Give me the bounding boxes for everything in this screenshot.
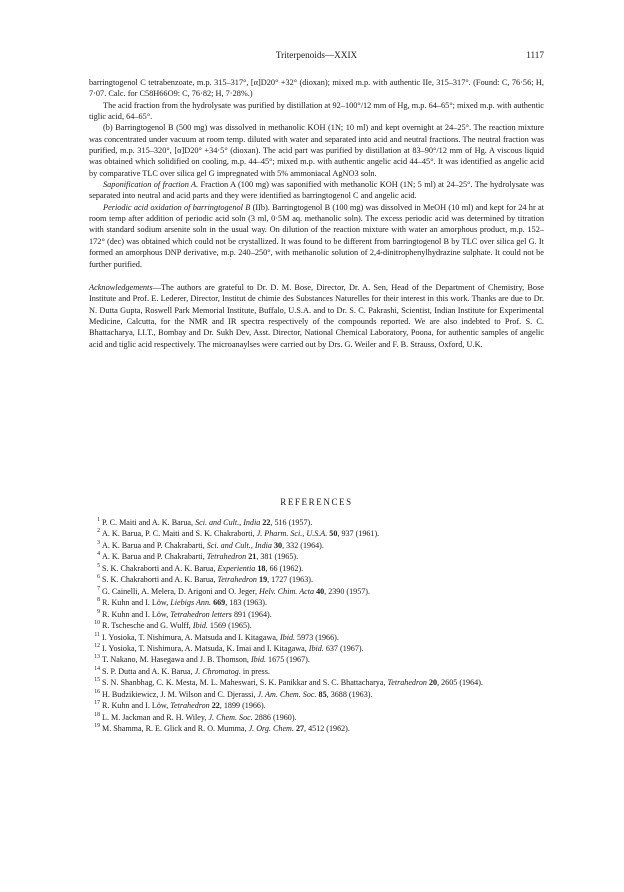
reference-item: [89, 643, 544, 654]
italic-text: Ibid.: [192, 621, 208, 631]
bold-text: 669: [213, 598, 226, 608]
article-body: [89, 77, 544, 350]
text-run: M. Shamma, R. E. Glick and R. O. Mumma,: [102, 724, 249, 734]
reference-number: 3: [97, 539, 100, 546]
text-run: in press.: [240, 666, 270, 676]
bold-text: 19: [259, 575, 268, 585]
bold-text: 21: [248, 552, 257, 562]
text-run: R. Kuhn and I. Löw,: [102, 609, 171, 619]
bold-text: 22: [211, 701, 220, 711]
text-run: 891 (1964).: [231, 609, 272, 619]
italic-text: J. Pharm. Sci., U.S.A.: [256, 529, 328, 539]
paragraph: [89, 122, 544, 179]
text-run: —The authors are grateful to Dr. D. M. Bose, Director, Dr. A. Sen, Head of the Department of Chemistry, Bose Institute and Prof. E. Lederer, Director, Institut de chimie des Substances Naturelles for their interest in this work. Thanks are due to Dr. N. Dutta Gupta, Roswell Park Memorial Institute, Buffalo, U.S.A. and to Dr. S. C. Pakrashi, Scientist, Indian Institute for Experimental Medicine, Calcutta, for the NMR and IR spectra respectively of the compounds reported. We are also indebted to Prof. S. C. Bhattacharya, I.I.T., Bombay and Dr. Sukh Dev, Asst. Director, National Chemical Laboratory, Poona, for authentic samples of angelic acid and tiglic acid respectively. The microanaylses were carried out by Drs. G. Weiler and F. B. Strauss, Oxford, U.K.: [89, 282, 544, 349]
reference-number: 2: [97, 528, 100, 535]
reference-item: [89, 586, 544, 597]
text-run: S. K. Chakraborti and A. K. Barua,: [102, 575, 218, 585]
reference-item: [89, 551, 544, 562]
references-heading: REFERENCES: [280, 497, 353, 507]
text-run: S. N. Shanbhag, C. K. Mesta, M. L. Maheswari, S. K. Panikkar and S. C. Bhattacharya,: [102, 678, 388, 688]
reference-number: 6: [97, 574, 100, 581]
reference-item: [89, 677, 544, 688]
text-run: , 516 (1957).: [270, 518, 313, 527]
text-run: S. K. Chakraborti and A. K. Barua,: [102, 563, 218, 573]
text-run: L. M. Jackman and R. H. Wiley,: [102, 712, 209, 722]
text-run: , 937 (1961).: [337, 529, 380, 539]
reference-number: 4: [97, 551, 100, 558]
text-run: R. Kuhn and I. Löw,: [102, 701, 171, 711]
reference-item: [89, 574, 544, 585]
reference-number: 13: [94, 654, 100, 661]
italic-text: Acknowledgements: [89, 282, 153, 292]
text-run: A. K. Barua and P. Chakrabarti,: [102, 540, 207, 550]
text-run: S. P. Dutta and A. K. Barua,: [102, 666, 195, 676]
text-run: (b) Barringtogenol B (500 mg) was dissolved in methanolic KOH (1N; 10 ml) and kept overnight at 24–25°. The reaction mixture was concentrated under vacuum at room temp. diluted with water and separated into acid and neutral fractions. The neutral fraction was purified, m.p. 315–320°, [α]D20° +34·5° (dioxan). The acid part was purified by distillation at 83–90°/12 mm of Hg. A viscous liquid was obtained which solidified on cooling, m.p. 44–45°; mixed m.p. with authentic angelic acid 44–45°. It was identified as angelic acid by comparative TLC over silica gel G impregnated with 5% ammoniacal AgNO3 soln.: [89, 123, 544, 178]
italic-text: J. Chromatog.: [194, 666, 241, 676]
reference-item: [89, 609, 544, 620]
italic-text: J. Am. Chem. Soc.: [257, 689, 317, 699]
text-run: , 1899 (1966).: [219, 701, 266, 711]
bold-text: 27: [295, 724, 305, 734]
bold-text: 30: [273, 540, 283, 550]
text-run: I. Yosioka, T. Nishimura, A. Matsuda and I. Kitagawa,: [102, 632, 280, 642]
text-run: A. K. Barua, P. C. Maiti and S. K. Chakraborti,: [102, 529, 257, 539]
reference-number: 5: [97, 562, 100, 569]
references-list: [89, 517, 544, 735]
text-run: The acid fraction from the hydrolysate was purified by distillation at 92–100°/12 mm of Hg, m.p. 64–65°; mixed m.p. with authentic tiglic acid, 64–65°.: [89, 100, 544, 122]
bold-text: 85: [318, 689, 327, 699]
text-run: R. Tschesche and G. Wulff,: [102, 621, 193, 631]
bold-text: 20: [428, 678, 438, 688]
text-run: Fraction A (100 mg) was saponified with methanolic KOH (1N; 5 ml) at 24–25°. The hydrolysate was separated into neutral and acid parts and they were identified as barringtogenol C and angelic acid.: [89, 180, 544, 201]
page-number: 1117: [526, 50, 544, 60]
text-run: 1675 (1967).: [266, 655, 310, 665]
bold-text: 22: [262, 518, 271, 527]
italic-text: Sci. and Cult., India: [206, 540, 272, 550]
italic-text: Tetrahedron: [217, 575, 257, 585]
reference-item: [89, 620, 544, 631]
reference-number: 19: [94, 723, 100, 730]
text-run: H. Budzikiewicz, J. M. Wilson and C. Djerassi,: [102, 689, 258, 699]
paragraph: [89, 77, 544, 100]
reference-item: [89, 528, 544, 539]
italic-text: Liebigs Ann.: [170, 598, 212, 608]
text-run: , 381 (1965).: [256, 552, 299, 562]
text-run: , 332 (1964).: [282, 540, 324, 550]
reference-item: [89, 563, 544, 574]
paragraph: [89, 179, 544, 202]
italic-text: Ibid.: [279, 632, 296, 642]
italic-text: Ibid.: [308, 643, 324, 653]
text-run: R. Kuhn and I. Löw,: [102, 598, 171, 608]
italic-text: J. Org. Chem.: [248, 724, 294, 734]
text-run: , 3688 (1963).: [326, 689, 373, 699]
text-run: , 1727 (1963).: [267, 575, 313, 585]
paragraph: [89, 282, 544, 350]
reference-number: 11: [94, 631, 100, 638]
bold-text: 50: [329, 529, 338, 539]
reference-number: 1: [97, 517, 100, 523]
text-run: (IIb). Barringtogenol B (100 mg) was dissolved in MeOH (10 ml) and kept for 24 hr at room temp after addition of periodic acid soln (3 ml, 0·5M aq. methanolic soln). The excess periodic acid was determined by titration with standard sodium arsenite soln in the usual way. On dilution of the reaction mixture with water an amorphous product, m.p. 152–172° (dec) was obtained which could not be crystallized. It was found to be different from barringtogenol B by TLC over silica gel G. It formed an amorphous DNP derivative, m.p. 240–250°, with methanolic solution of 2,4-dinitrophenylhydrazine sulphate. It could not be further purified.: [89, 202, 544, 269]
italic-text: J. Chem. Soc.: [208, 712, 253, 722]
bold-text: 18: [257, 563, 266, 573]
paragraph: [89, 100, 544, 123]
text-run: 637 (1967).: [323, 643, 364, 653]
text-run: G. Cainelli, A. Melera, D. Arigoni and O. Jeger,: [102, 586, 260, 596]
text-run: 2886 (1960).: [252, 712, 297, 722]
italic-text: Tetrahedron: [206, 552, 247, 562]
text-run: , 183 (1963).: [225, 598, 268, 608]
text-run: 5973 (1966).: [295, 632, 339, 642]
running-header: [89, 50, 544, 64]
italic-text: Sci. and Cult., India: [195, 518, 261, 527]
reference-number: 17: [94, 700, 100, 707]
italic-text: Tetrahedron letters: [170, 609, 232, 619]
italic-text: Experientia: [217, 563, 256, 573]
text-run: P. C. Maiti and A. K. Barua,: [102, 518, 196, 527]
italic-text: Periodic acid oxidation of barringtogenol B: [103, 202, 251, 212]
running-title: Triterpenoids—XXIX: [275, 50, 358, 60]
italic-text: Helv. Chim. Acta: [259, 586, 315, 596]
reference-item: [89, 654, 544, 665]
reference-number: 16: [94, 688, 100, 695]
text-run: , 2605 (1964).: [437, 678, 483, 688]
reference-number: 18: [94, 711, 100, 718]
reference-item: [89, 540, 544, 551]
text-run: barringtogenol C tetrabenzoate, m.p. 315–317°, [α]D20° +32° (dioxan); mixed m.p. with authentic IIe, 315–317°. (Found: C, 76·56; H, 7·07. Calc. for C58H66O9: C, 76·82; H, 7·28%.): [89, 78, 544, 99]
text-run: T. Nakano, M. Hasegawa and J. B. Thomson,: [102, 655, 251, 665]
italic-text: Ibid.: [250, 655, 267, 665]
reference-item: [89, 723, 544, 734]
text-run: , 2390 (1957).: [324, 586, 371, 596]
reference-number: 8: [97, 597, 100, 604]
reference-number: 12: [94, 642, 100, 649]
text-run: I. Yosioka, T. Nishimura, A. Matsuda, K. Imai and I. Kitagawa,: [102, 643, 309, 653]
reference-item: [89, 700, 544, 711]
reference-number: 7: [97, 585, 100, 592]
text-run: , 4512 (1962).: [304, 724, 350, 734]
reference-item: [89, 689, 544, 700]
reference-item: [89, 632, 544, 643]
reference-number: 10: [94, 620, 100, 627]
reference-item: [89, 712, 544, 723]
reference-item: [89, 666, 544, 677]
bold-text: 40: [316, 586, 325, 596]
reference-number: 15: [94, 677, 100, 684]
reference-item: [89, 517, 544, 528]
italic-text: Tetrahedron: [170, 701, 210, 711]
text-run: 1569 (1965).: [207, 621, 252, 631]
reference-item: [89, 597, 544, 608]
text-run: , 66 (1962).: [265, 563, 304, 573]
italic-text: Tetrahedron: [387, 678, 427, 688]
paragraph: [89, 202, 544, 270]
text-run: A. K. Barua and P. Chakrabarti,: [102, 552, 207, 562]
reference-number: 14: [94, 665, 100, 672]
reference-number: 9: [97, 608, 100, 615]
italic-text: Saponification of fraction A.: [103, 180, 199, 190]
